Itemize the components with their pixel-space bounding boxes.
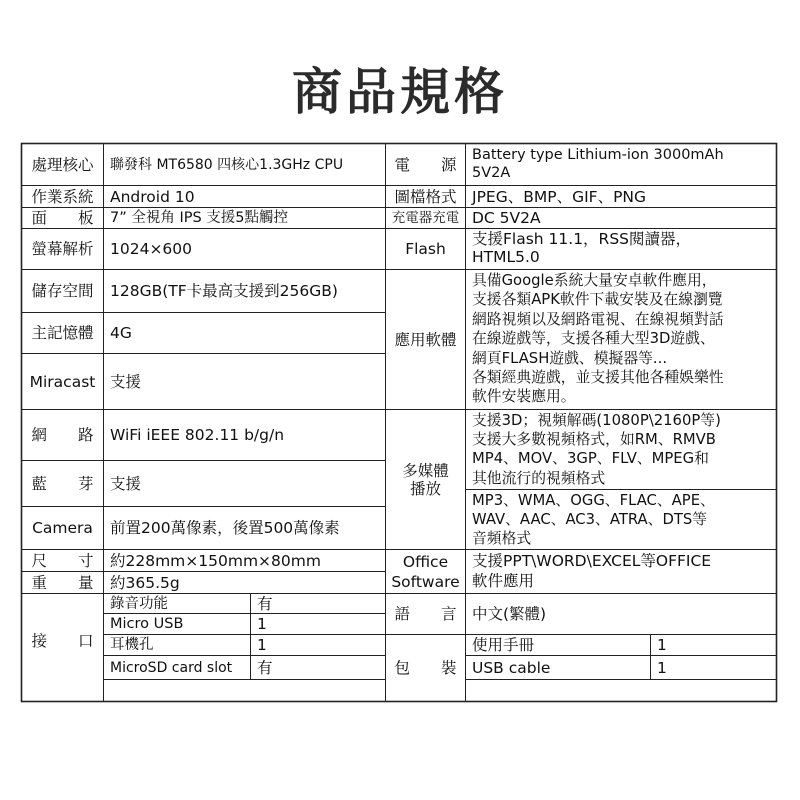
port-value: 有 [257, 658, 273, 677]
ram-label: 主記憶體 [31, 324, 94, 342]
port-name: MicroSD card slot [110, 659, 233, 676]
package-item-qty: 1 [657, 658, 667, 677]
weight-label: 重 量 [31, 573, 94, 592]
apps-line: 軟件安裝應用。 [472, 388, 576, 406]
network-value: WiFi iEEE 802.11 b/g/n [110, 426, 285, 444]
os-value: Android 10 [110, 187, 195, 206]
audio-line: WAV、AAC、AC3、ATRA、DTS等 [472, 511, 708, 528]
apps-value [466, 271, 776, 409]
port-name: 耳機孔 [110, 637, 154, 653]
apps-line: 各類經典遊戲，並支援其他各種娛樂性 [472, 369, 724, 387]
charger-label: 充電器充電 [391, 210, 460, 226]
size-label: 尺 寸 [31, 551, 94, 570]
video-line: 其他流行的視頻格式 [472, 469, 606, 487]
storage-value: 128GB(TF卡最高支援到256GB) [110, 282, 338, 300]
power-line: 5V2A [472, 165, 511, 181]
office-line: 軟件應用 [472, 572, 535, 590]
camera-value: 前置200萬像素，後置500萬像素 [110, 519, 340, 537]
os-label: 作業系統 [31, 187, 94, 206]
image-format-label: 圖檔格式 [394, 187, 457, 206]
flash-value [466, 230, 776, 269]
multimedia-label-line: 播放 [409, 479, 441, 498]
flash-line: HTML5.0 [472, 248, 540, 266]
multimedia-video-value [466, 411, 776, 489]
office-label-line: Office [402, 552, 449, 571]
network-label: 網 路 [31, 426, 94, 444]
image-format-value: JPEG、BMP、GIF、PNG [472, 187, 647, 206]
charger-value: DC 5V2A [472, 209, 541, 227]
panel-label: 面 板 [31, 209, 94, 227]
apps-line: 支援各類APK軟件下載安裝及在線瀏覽 [472, 291, 723, 309]
power-label: 電 源 [394, 155, 457, 174]
apps-label: 應用軟體 [394, 330, 457, 349]
package-item-qty: 1 [657, 636, 667, 654]
port-name: 錄音功能 [110, 595, 168, 612]
apps-line: 在線遊戲等，支援各種大型3D遊戲、 [472, 330, 715, 348]
port-value: 1 [257, 615, 267, 633]
panel-value: 7” 全視角 IPS 支援5點觸控 [110, 210, 289, 226]
power-value [466, 146, 776, 185]
ports-label: 接 口 [31, 631, 94, 650]
resolution-label: 螢幕解析 [31, 240, 94, 258]
page-title: 商品規格 [292, 63, 508, 121]
audio-line: 音頻格式 [472, 530, 532, 547]
multimedia-audio-value [466, 491, 776, 549]
flash-line: 支援Flash 11.1，RSS閱讀器， [472, 230, 692, 248]
bluetooth-value: 支援 [110, 474, 142, 493]
miracast-label: Miracast [29, 372, 96, 391]
video-line: 支援大多數視頻格式，如RM、RMVB [472, 431, 716, 449]
language-label: 語 言 [394, 605, 457, 623]
video-line: MP4、MOV、3GP、FLV、MPEG和 [472, 450, 709, 468]
weight-value: 約365.5g [110, 573, 180, 592]
office-label-line: Software [391, 572, 460, 591]
package-item-name: USB cable [472, 658, 551, 677]
video-line: 支援3D；視頻解碼(1080P\2160P等) [472, 412, 721, 429]
apps-line: 具備Google系統大量安卓軟件應用， [472, 272, 717, 289]
power-line: Battery type Lithium-ion 3000mAh [472, 147, 724, 163]
package-label: 包 裝 [394, 659, 457, 677]
cpu-value: 聯發科 MT6580 四核心1.3GHz CPU [110, 156, 344, 173]
flash-label: Flash [405, 240, 446, 258]
office-label [386, 550, 465, 593]
resolution-value: 1024×600 [110, 240, 193, 258]
apps-line: 網頁FLASH遊戲、模擬器等... [472, 349, 668, 367]
camera-label: Camera [32, 519, 93, 537]
multimedia-label-line: 多媒體 [402, 461, 449, 480]
language-value: 中文(繁體) [472, 605, 547, 623]
cpu-label: 處理核心 [31, 155, 94, 174]
port-name: Micro USB [110, 616, 184, 632]
ram-value: 4G [110, 324, 132, 342]
port-value: 1 [257, 636, 267, 654]
multimedia-label [386, 410, 465, 549]
miracast-value: 支援 [110, 372, 142, 391]
audio-line: MP3、WMA、OGG、FLAC、APE、 [472, 492, 715, 509]
package-item-name: 使用手冊 [472, 636, 535, 654]
office-value [466, 551, 776, 593]
office-line: 支援PPT\WORD\EXCEL等OFFICE [472, 552, 712, 570]
size-value: 約228mm×150mm×80mm [110, 551, 321, 570]
storage-label: 儲存空間 [31, 282, 94, 300]
apps-line: 網路視頻以及網路電視、在線視頻對話 [472, 310, 724, 328]
bluetooth-label: 藍 芽 [31, 474, 94, 493]
port-value: 有 [257, 594, 273, 613]
